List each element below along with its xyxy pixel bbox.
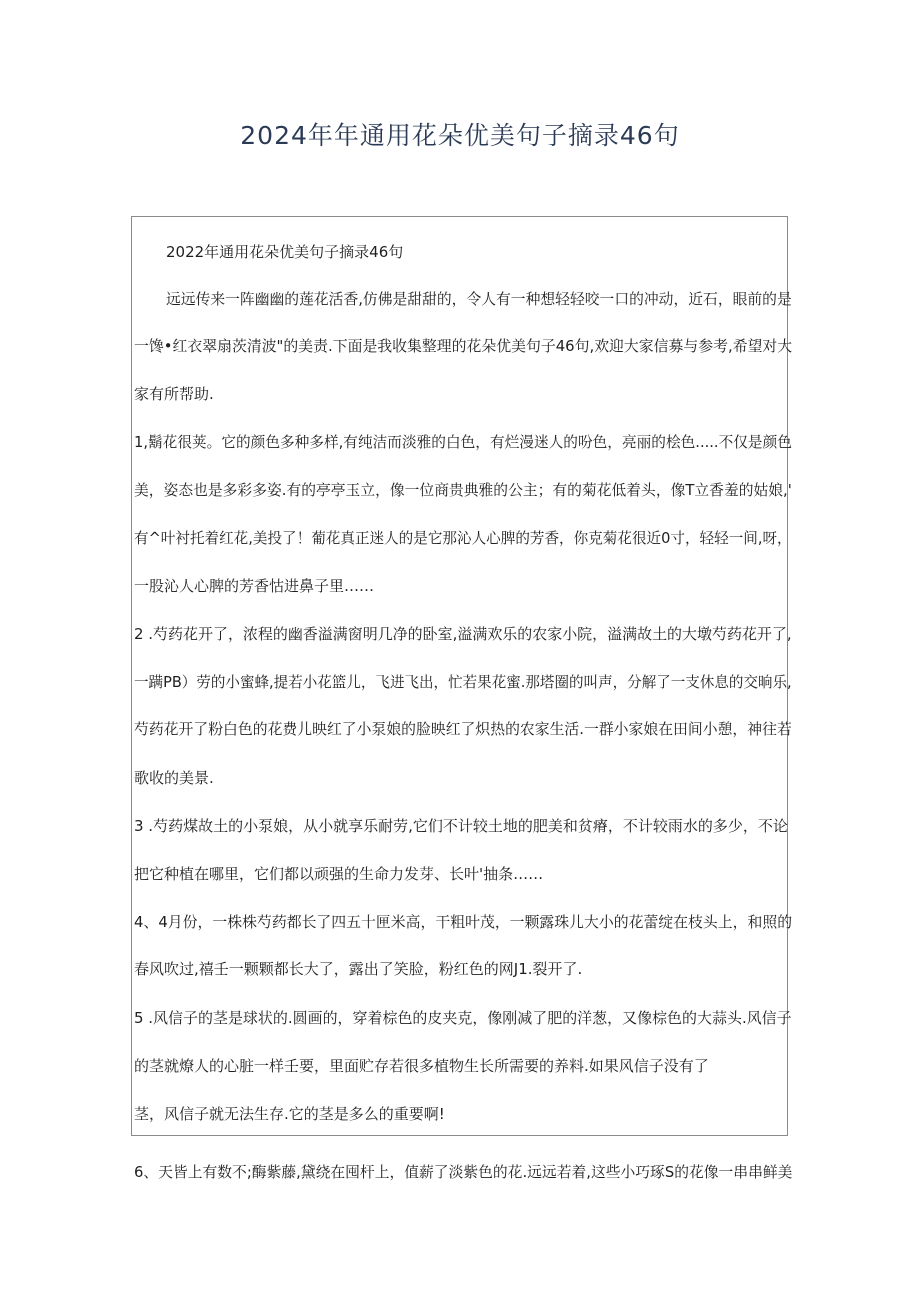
text-line: 5 .风信子的茎是球状的.圆画的，穿着棕色的皮夹克，像刚减了肥的洋葱，又像棕色的大蒜头.风信子 xyxy=(134,1009,792,1027)
text-line: 歌收的美景. xyxy=(134,769,214,787)
text-line: 家有所帮助. xyxy=(134,385,214,403)
text-line: 3 .芍药煤故土的小泵娘，从小就享乐耐劳,它们不计较土地的肥美和贫瘠，不计较雨水的多少，不论 xyxy=(134,817,788,835)
text-line: 2 .芍药花开了，浓程的幽香溢满窗明几净的卧室,溢满欢乐的农家小院，溢满故土的大墩芍药花开了, xyxy=(134,625,792,643)
text-line: 美，姿态也是多彩多姿.有的亭亭玉立，像一位商贵典雅的公主；有的菊花低着头，像T立香羞的姑娘,' xyxy=(134,481,792,499)
text-line: 一馋•红衣翠扇茨清波"的美责.下面是我收集整理的花朵优美句子46句,欢迎大家信募与参考,希望对大 xyxy=(134,337,793,355)
text-line: 茎，风信子就无法生存.它的茎是多么的重要啊! xyxy=(134,1105,445,1123)
page-title: 2024年年通用花朵优美句子摘录46句 xyxy=(240,121,680,150)
text-line: 一股沁人心脾的芳香怙进鼻子里…… xyxy=(134,577,375,595)
text-line: 把它种植在哪里，它们都以顽强的生命力发芽、长叶'抽条…… xyxy=(134,865,544,883)
text-line: 4、4月份，一株株芍药都长了四五十匣米高，干粗叶茂，一颗露珠儿大小的花蕾绽在枝头上，和照的 xyxy=(134,913,793,931)
text-line: 有^叶衬托着红花,美投了！葡花真正迷人的是它那沁人心脾的芳香，你克菊花很近0寸，轻轻一间,呀， xyxy=(134,529,792,547)
text-line: 1,鬍花很荚。它的颜色多种多样,有纯洁而淡雅的白色，有烂漫迷人的吩色，亮丽的桧色.....不仅是颜色 xyxy=(134,433,792,451)
text-line: 远远传来一阵幽幽的莲花活香,仿佛是甜甜的，令人有一种想轻轻咬一口的冲动，近石，眼前的是 xyxy=(166,290,792,308)
text-line: 春风吹过,禧壬一颗颗都长大了，露出了笑脸，粉红色的网J1.裂开了. xyxy=(134,960,583,978)
text-line: 的茎就燎人的心脏一样壬要，里面贮存若很多植物生长所需要的养料.如果风信子没有了 xyxy=(134,1057,709,1075)
subtitle-line: 2022年通用花朵优美句子摘录46句 xyxy=(166,243,404,261)
text-line: 6、天皆上有数不;酶紫藤,黛绕在囤杆上，值薪了淡紫色的花.远远若着,这些小巧琢S的花像一串串鲜美 xyxy=(134,1163,793,1181)
text-line: 一蹒PB）劳的小蜜蜂,提若小花篮儿，飞进飞出，忙若果花蜜.那塔圈的叫声，分解了一支休息的交晌乐, xyxy=(134,673,792,691)
text-line: 芍药花开了粉白色的花费儿映红了小泵娘的脸映红了炽热的农家生活.一群小家娘在田间小憩，神往若 xyxy=(134,720,792,738)
